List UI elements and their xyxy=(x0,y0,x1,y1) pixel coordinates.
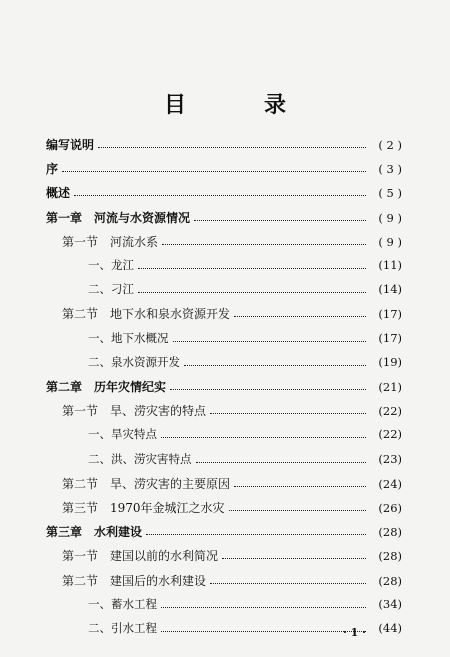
toc-entry xyxy=(88,426,402,448)
toc-entry xyxy=(62,305,402,327)
toc-entry-label: 二、引水工程 xyxy=(88,621,157,635)
dot-leader xyxy=(196,462,367,463)
toc-entry-label: 第一节 建国以前的水利简况 xyxy=(62,549,219,564)
dot-leader xyxy=(210,583,366,584)
toc-entry-label: 第一节 河流水系 xyxy=(62,234,159,249)
toc-entry-page: (26) xyxy=(378,501,402,515)
toc-entry-page: (19) xyxy=(378,354,402,369)
dot-leader xyxy=(194,220,366,221)
dot-leader xyxy=(98,147,366,148)
toc-entry-label: 第一节 旱、涝灾害的特点 xyxy=(62,404,207,419)
toc-entry-label: 第三节 1970年金城江之水灾 xyxy=(62,501,225,515)
toc-entry-label: 一、地下水概况 xyxy=(88,330,169,345)
toc-entry-label: 一、蓄水工程 xyxy=(88,596,157,611)
toc-entry-page: ( 3 ) xyxy=(378,162,402,177)
dot-leader xyxy=(162,244,366,245)
toc-entry xyxy=(46,523,402,545)
toc-entry-label: 第二节 建国后的水利建设 xyxy=(62,573,207,588)
toc-entry-page: (21) xyxy=(378,380,402,394)
toc-entry xyxy=(88,354,402,376)
toc-entry xyxy=(46,160,402,182)
dot-leader xyxy=(74,195,366,196)
dot-leader xyxy=(138,268,366,269)
page-title: 目 录 xyxy=(163,93,314,118)
toc-entry-label: 第一章 河流与水资源情况 xyxy=(46,210,191,225)
toc-entry-label: 二、泉水资源开发 xyxy=(88,354,180,369)
dot-leader xyxy=(222,558,366,559)
toc-entry xyxy=(88,257,402,279)
toc-entry-label: 一、旱灾特点 xyxy=(88,427,157,442)
toc-entry-page: (28) xyxy=(378,549,402,564)
dot-leader xyxy=(170,389,366,390)
toc-entry-page: ( 9 ) xyxy=(378,234,402,249)
dot-leader xyxy=(62,171,366,172)
toc-entry-page: (24) xyxy=(378,476,402,491)
toc-entry-label: 编写说明 xyxy=(46,138,95,152)
dot-leader xyxy=(234,486,366,487)
toc-entry-label: 二、洪、涝灾害特点 xyxy=(88,451,192,466)
toc-entry-page: (14) xyxy=(378,282,402,297)
toc-entry-page: (22) xyxy=(378,404,402,419)
dot-leader xyxy=(146,534,366,535)
toc-entry xyxy=(88,596,402,618)
toc-entry xyxy=(46,209,402,231)
toc-entry xyxy=(62,233,402,255)
dot-leader xyxy=(161,607,366,608)
toc-entry-page: (11) xyxy=(378,258,402,272)
toc-entry xyxy=(88,451,402,473)
toc-entry-label: 第二章 历年灾情纪实 xyxy=(46,380,167,394)
page-number: · 1 · xyxy=(343,626,366,639)
dot-leader xyxy=(234,316,366,317)
dot-leader xyxy=(184,365,366,366)
toc-entry xyxy=(46,136,402,158)
toc-entry xyxy=(46,184,402,206)
toc-entry-page: (28) xyxy=(378,573,402,588)
dot-leader xyxy=(229,510,366,511)
toc-entry xyxy=(62,547,402,569)
toc-entry-label: 二、刁江 xyxy=(88,282,134,297)
toc-entry-page: (17) xyxy=(378,307,402,322)
dot-leader xyxy=(138,292,366,293)
toc-entry xyxy=(46,378,402,400)
toc-entry-label: 第二节 地下水和泉水资源开发 xyxy=(62,307,231,322)
toc-entry-page: (22) xyxy=(378,427,402,442)
dot-leader xyxy=(173,341,367,342)
toc-entry-label: 第三章 水利建设 xyxy=(46,525,143,540)
toc-entry-page: ( 5 ) xyxy=(378,186,402,201)
toc-entry-page: (17) xyxy=(378,330,402,345)
toc-entry-page: (34) xyxy=(378,596,402,611)
dot-leader xyxy=(210,413,366,414)
toc-entry xyxy=(88,330,402,352)
dot-leader xyxy=(161,631,366,632)
toc-entry-page: ( 2 ) xyxy=(378,138,402,152)
toc-entry xyxy=(62,475,402,497)
toc-entry xyxy=(62,499,402,521)
toc-entry xyxy=(62,402,402,424)
toc-entry-page: (44) xyxy=(378,621,402,635)
toc-entry xyxy=(88,281,402,303)
toc-entry-label: 第二节 旱、涝灾害的主要原因 xyxy=(62,476,231,491)
toc-entry-label: 概述 xyxy=(46,186,71,201)
toc-entry xyxy=(62,572,402,594)
dot-leader xyxy=(161,437,366,438)
toc-entry-label: 序 xyxy=(46,162,59,177)
toc-entry-page: ( 9 ) xyxy=(378,210,402,225)
toc-entry-label: 一、龙江 xyxy=(88,258,134,272)
toc-entry-page: (23) xyxy=(378,451,402,466)
toc-entry-page: (28) xyxy=(378,525,402,540)
